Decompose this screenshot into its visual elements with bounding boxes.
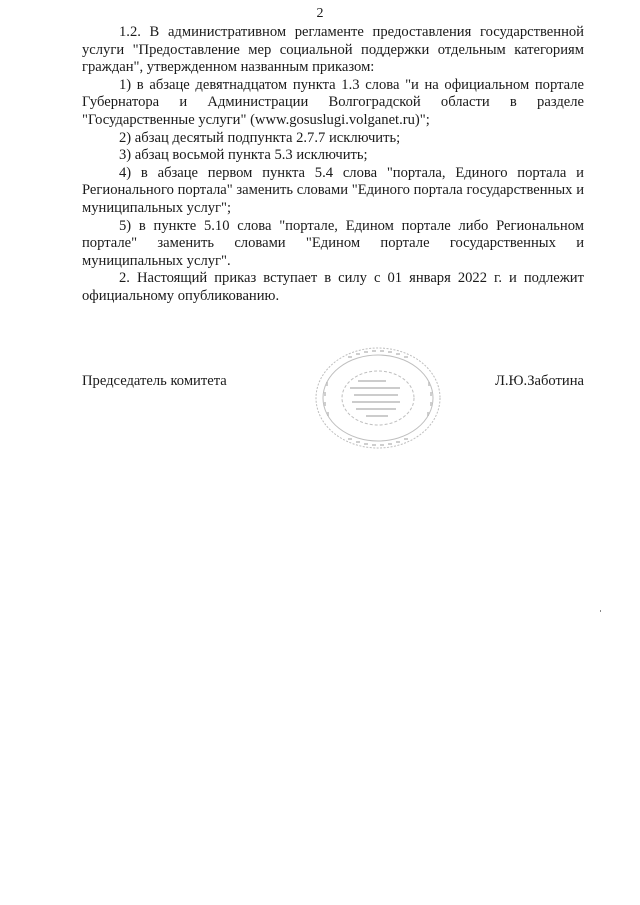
- signatory-position: Председатель комитета: [82, 373, 227, 389]
- paragraph-item-2: 2) абзац десятый подпункта 2.7.7 исключить;: [119, 129, 401, 146]
- document-body: [82, 24, 584, 306]
- paragraph-item-3: 3) абзац восьмой пункта 5.3 исключить;: [119, 147, 368, 164]
- paragraph-item-5: 5) в пункте 5.10 слова "портале, Едином портале либо Региональном портале" заменить словами "Едином портале государственных и муниципальных услуг".: [82, 217, 584, 269]
- paragraph-item-4: 4) в абзаце первом пункта 5.4 слова "портала, Единого портала и Регионального портала" заменить словами "Единого портала государственных и муниципальных услуг";: [82, 164, 584, 216]
- official-seal-stamp: [308, 342, 448, 454]
- page-number: 2: [316, 6, 324, 21]
- paragraph-2: 2. Настоящий приказ вступает в силу с 01 января 2022 г. и подлежит официальному опубликованию.: [82, 270, 584, 304]
- paragraph-item-1: 1) в абзаце девятнадцатом пункта 1.3 слова "и на официальном портале Губернатора и Администрации Волгоградской области в разделе "Государственные услуги" (www.gosuslugi.volganet.ru)";: [82, 76, 584, 128]
- paragraph-1-2: 1.2. В административном регламенте предоставления государственной услуги "Предоставление мер социальной поддержки отдельным категориям граждан", утвержденном названным приказом:: [82, 24, 584, 76]
- scan-speck: [600, 610, 601, 612]
- signatory-name: Л.Ю.Заботина: [495, 373, 584, 389]
